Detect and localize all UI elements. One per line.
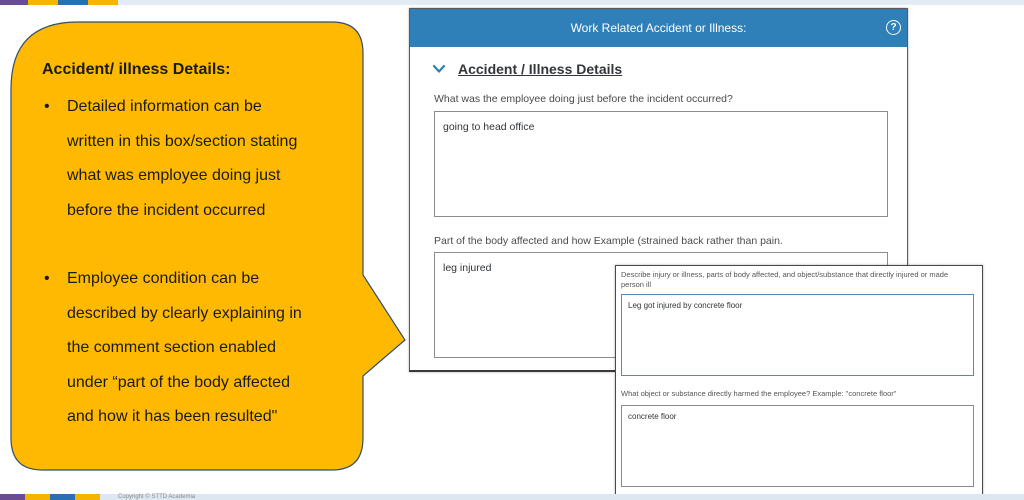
dialog-header — [410, 9, 907, 47]
injury-description-textarea[interactable]: Leg got injured by concrete floor — [621, 294, 974, 376]
bullet-list-2 — [42, 262, 362, 435]
bullet-line: before the incident occurred — [67, 201, 266, 219]
bullet-line: the comment section enabled — [67, 339, 277, 356]
field-label-harmful-object: What object or substance directly harmed the employee? Example: "concrete floor" — [621, 389, 897, 398]
injury-description-panel — [615, 265, 983, 496]
bullet-line: and how it has been resulted" — [67, 408, 278, 425]
dialog-title: Work Related Accident or Illness: — [570, 21, 747, 35]
bullet-line: under “part of the body affected — [67, 373, 290, 391]
chevron-down-icon[interactable] — [432, 62, 446, 76]
bullet-line: • Detailed information can be — [44, 98, 262, 115]
callout-text — [42, 60, 362, 435]
section-title[interactable]: Accident / Illness Details — [458, 61, 623, 77]
bullet-line: what was employee doing just — [67, 167, 281, 184]
section-toggle-accident-details[interactable] — [432, 61, 622, 77]
body-part-affected-textarea[interactable]: leg injured — [434, 252, 888, 358]
footer-copyright: Copyright © STTD Academia — [118, 494, 196, 500]
bullet-line: written in this box/section stating — [67, 132, 298, 150]
field-label-activity-before-incident: What was the employee doing just before the incident occurred? — [434, 93, 733, 105]
field-label-injury-description: Describe injury or illness, parts of body affected, and object/substance that directly injured or made person ill — [621, 270, 949, 289]
field-label-body-part-affected: Part of the body affected and how Example (strained back rather than pain. — [434, 235, 783, 247]
bullet-line: • Employee condition can be — [44, 270, 260, 287]
question-circle-icon[interactable]: ? — [886, 20, 901, 35]
activity-before-incident-textarea[interactable]: going to head office — [434, 111, 888, 217]
callout-heading: Accident/ illness Details: — [42, 61, 231, 78]
bullet-list-1 — [42, 90, 362, 228]
bullet-line: described by clearly explaining in — [67, 304, 302, 322]
harmful-object-textarea[interactable]: concrete floor — [621, 405, 974, 487]
